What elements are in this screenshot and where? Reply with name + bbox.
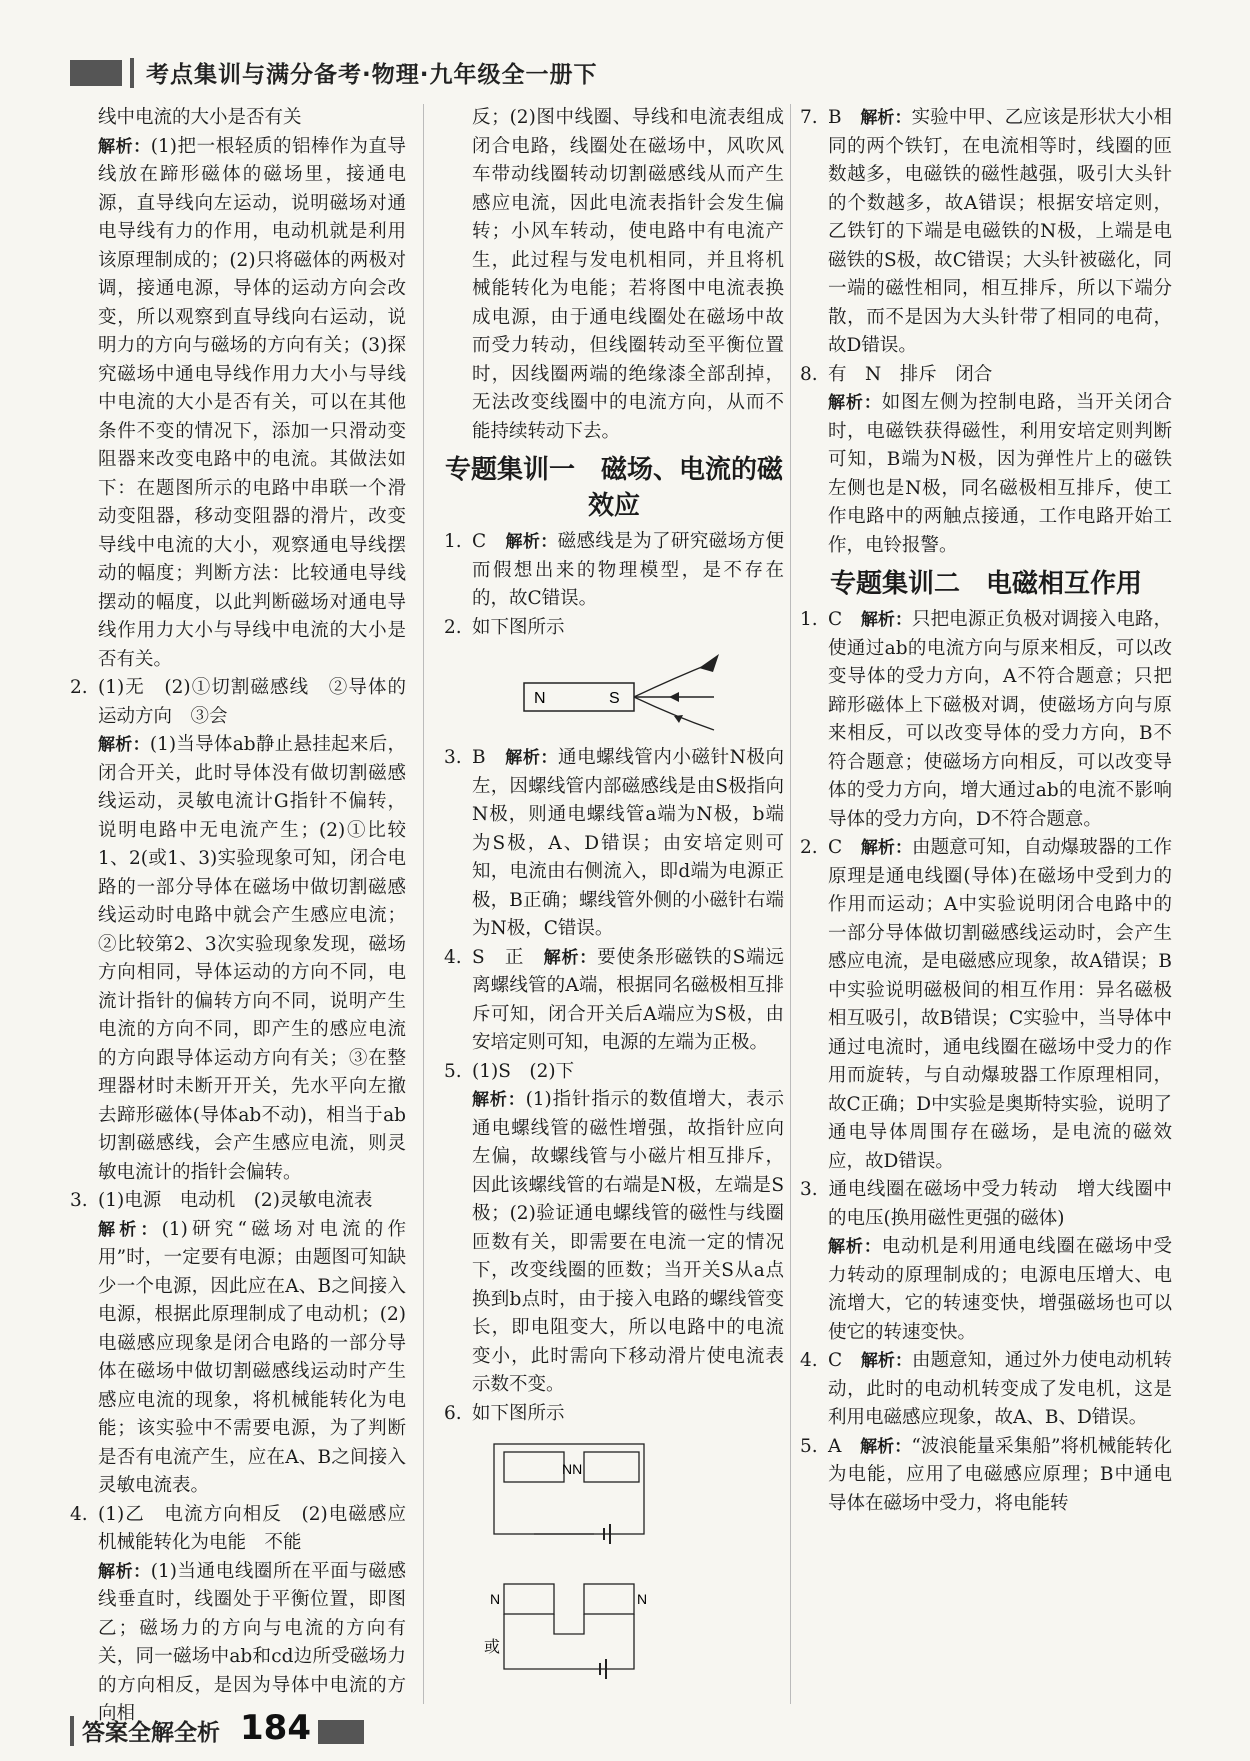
footer-decor-block [318, 1720, 364, 1744]
answer-item-3: 3. (1)电源 电动机 (2)灵敏电流表 [70, 1190, 373, 1211]
bar-magnet-figure [504, 648, 744, 738]
compass-needle-icon [699, 654, 719, 672]
column-left [70, 104, 425, 1729]
pole-label: NN [562, 1461, 583, 1477]
analysis-paragraph: 解析：(1)研究“磁场对电流的作用”时，一定要有电源；由题图可知缺少一个电源，因此应在A、B之间接入电源，根据此原理制成了电动机；(2)电磁感应现象是闭合电路的一部分导体在磁场中做切割磁感线运动时产生感应电流的现象，将机械能转化为电能；该实验中不需要电源，为了判断是否有电流产生，应在A、B之间接入灵敏电流表。 [98, 1218, 406, 1496]
coil-left [504, 1452, 564, 1482]
analysis-paragraph: 解析：(1)当通电线圈所在平面与磁感线垂直时，线圈处于平衡位置，即图乙；磁场力的方向与电流的方向有关，同一磁场中ab和cd边所受磁场力的方向相反，是因为导体中电流的方向相 [98, 1560, 406, 1724]
answer-item-2: 2. 如下图所示 [444, 616, 565, 638]
circuit-wire [504, 1614, 634, 1669]
page-number: 184 [240, 1708, 311, 1748]
electromagnet-circuit-figure [484, 1434, 664, 1684]
column-middle [444, 104, 784, 1690]
answer-item-1: 1. C 解析：磁感线是为了研究磁场方便而假想出来的物理模型，是不存在的，故C错误。 [444, 531, 784, 609]
magnet-s-label: S [609, 690, 620, 707]
column-right [800, 104, 1172, 1518]
answer-item-1: 1. C 解析：只把电源正负极对调接入电路，使通过ab的电流方向与原来相反，可以改变导体的受力方向，A不符合题意；只把蹄形磁体上下磁极对调，使磁场方向与原来相反，可以改变导体的受力方向，B不符合题意；使磁场方向相反，可以改变导体的受力方向，增大通过ab的电流不影响导体的受力方向，D不符合题意。 [800, 609, 1172, 830]
footer-divider-bar [70, 1716, 74, 1746]
analysis-paragraph: 解析：电动机是利用通电线圈在磁场中受力转动的原理制成的；电源电压增大、电流增大，它的转速变快，增强磁场也可以使它的转速变快。 [828, 1236, 1172, 1343]
answer-item-4: 4. (1)乙 电流方向相反 (2)电磁感应 机械能转化为电能 不能 [70, 1503, 425, 1553]
answer-item-3: 3. 通电线圈在磁场中受力转动 增大线圈中的电压(换用磁性更强的磁体) [800, 1179, 1172, 1229]
analysis-label: 解析： [98, 136, 151, 157]
page-footer [70, 1708, 470, 1748]
coil-right [584, 1452, 639, 1482]
answer-item-4: 4. C 解析：由题意知，通过外力使电动机转动，此时的电动机转变成了发电机，这是利用电磁感应现象，故A、B、D错误。 [800, 1350, 1172, 1428]
pole-label: N [490, 1591, 501, 1607]
header-title: 考点集训与满分备考·物理·九年级全一册下 [146, 62, 598, 88]
section-title-2: 专题集训二 电磁相互作用 [829, 569, 1142, 599]
section-title-1: 专题集训一 磁场、电流的磁效应 [444, 455, 783, 521]
analysis-paragraph: 解析：(1)当导体ab静止悬挂起来后，闭合开关，此时导体没有做切割磁感线运动，灵敏电流计G指针不偏转，说明电路中无电流产生；(2)①比较1、2(或1、3)实验现象可知，闭合电路的一部分导体在磁场中做切割磁感线运动时电路中就会产生感应电流；②比较第2、3次实验现象发现，磁场方向相同，导体运动的方向不同，电流计指针的偏转方向不同，说明产生电流的方向不同，即产生的感应电流的方向跟导体运动方向有关；③在整理器材时未断开开关，先水平向左撤去蹄形磁体(导体ab不动)，相当于ab切割磁感线，会产生感应电流，则灵敏电流计的指针会偏转。 [98, 734, 406, 1183]
magnet-n-label: N [534, 690, 546, 707]
answer-item-2: 2. C 解析：由题意可知，自动爆玻器的工作原理是通电线圈(导体)在磁场中受到力的作用而运动；A中实验说明闭合电路中的一部分导体做切割磁感线运动时，会产生感应电流，是电磁感应现象，故A错误；B中实验说明磁极间的相互作用：异名磁极相互吸引，故B错误；C实验中，当导体中通过电流时，通电线圈在磁场中受力的作用而旋转，与自动爆玻器工作原理相同，故C正确；D中实验是奥斯特实验，说明了通电导体周围存在磁场，是电流的磁效应，故D错误。 [800, 837, 1172, 1172]
or-label: 或 [484, 1637, 501, 1656]
paragraph: 反；(2)图中线圈、导线和电流表组成闭合电路，线圈处在磁场中，风吹风车带动线圈转动切割磁感线从而产生感应电流，因此电流表指针会发生偏转；小风车转动，使电路中有电流产生，此过程与发电机相同，并且将机械能转化为电能；若将图中电流表换成电源，由于通电线圈处在磁场中故而受力转动，但线圈转动至平衡位置时，因线圈两端的绝缘漆全部刮掉，无法改变线圈中的电流方向，从而不能持续转动下去。 [472, 107, 784, 442]
analysis-paragraph: 解析：(1)把一根轻质的铝棒作为直导线放在蹄形磁体的磁场里，接通电源，直导线向左运动，说明磁场对通电导线有力的作用，电动机就是利用该原理制成的；(2)只将磁体的两极对调，接通电源，导体的运动方向会改变，所以观察到直导线向右运动，说明力的方向与磁场的方向有关；(3)探究磁场中通电导线作用力大小与导线中电流的大小是否有关，可以在其他条件不变的情况下，添加一只滑动变阻器来改变电路中的电流。其做法如下：在题图所示的电路中串联一个滑动变阻器，移动变阻器的滑片，改变导线中电流的大小，观察通电导线摆动的幅度；判断方法：比较通电导线摆动的幅度，以此判断磁场对通电导线作用力大小与导线中电流的大小是否有关。 [98, 135, 406, 670]
circuit-wire [494, 1444, 644, 1534]
header-decor-block [70, 60, 122, 86]
paragraph: 线中电流的大小是否有关 [98, 107, 302, 128]
analysis-paragraph: 解析：如图左侧为控制电路，当开关闭合时，电磁铁获得磁性，利用安培定则判断可知，B端为N极，因为弹性片上的磁铁左侧也是N极，同名磁极相互排斥，使工作电路中的两触点接通，工作电路开始工作，电铃报警。 [828, 392, 1172, 556]
column-divider [790, 104, 791, 1704]
analysis-paragraph: 解析：(1)指针指示的数值增大，表示通电螺线管的磁性增强，故指针应向左偏，故螺线管与小磁片相互排斥，因此该螺线管的右端是N极，左端是S极；(2)验证通电螺线管的磁性与线圈匝数有关，即需要在电流一定的情况下，改变线圈的匝数；当开关S从a点换到b点时，由于接入电路的螺线管变长，即电阻变大，所以电路中的电流变小，此时需向下移动滑片使电流表示数不变。 [472, 1089, 784, 1395]
answer-item-8: 8. 有 N 排斥 闭合 [800, 363, 993, 385]
answer-item-4: 4. S 正 解析：要使条形磁铁的S端远离螺线管的A端，根据同名磁极相互排斥可知，闭合开关后A端应为S极，由安培定则可知，电源的左端为正极。 [444, 946, 784, 1053]
header-divider-bar [130, 58, 134, 88]
coil-left-alt [504, 1584, 554, 1614]
answer-item-7: 7. B 解析：实验中甲、乙应该是形状大小相同的两个铁钉，在电流相等时，线圈的匝数越多，电磁铁的磁性越强，吸引大头针的个数越多，故A错误；根据安培定则，乙铁钉的下端是电磁铁的N极，上端是电磁铁的S极，故C错误；大头针被磁化，同一端的磁性相同，相互排斥，所以下端分散，而不是因为大头针带了相同的电荷，故D错误。 [800, 107, 1172, 356]
answer-item-6: 6. 如下图所示 [444, 1402, 565, 1424]
field-line [634, 697, 714, 730]
arrow-icon [674, 715, 683, 723]
column-divider [423, 104, 424, 1704]
answer-item-3: 3. B 解析：通电螺线管内小磁针N极向左，因螺线管内部磁感线是由S极指向N极，则通电螺线管a端为N极，b端为S极，A、D错误；由安培定则可知，电流由右侧流入，即d端为电源正极，B正确；螺线管外侧的小磁针右端为N极，C错误。 [444, 747, 784, 939]
coil-right-alt [584, 1584, 634, 1614]
answer-item-5: 5. (1)S (2)下 [444, 1060, 575, 1082]
page-header [70, 56, 1250, 90]
arrow-icon [669, 692, 679, 702]
footer-label: 答案全解全析 [82, 1720, 220, 1746]
answer-item-2: 2. (1)无 (2)①切割磁感线 ②导体的运动方向 ③会 [70, 677, 406, 727]
pole-label: N [637, 1591, 648, 1607]
answer-item-5: 5. A 解析：“波浪能量采集船”将机械能转化为电能，应用了电磁感应原理；B中通电导体在磁场中受力，将电能转 [800, 1435, 1173, 1514]
